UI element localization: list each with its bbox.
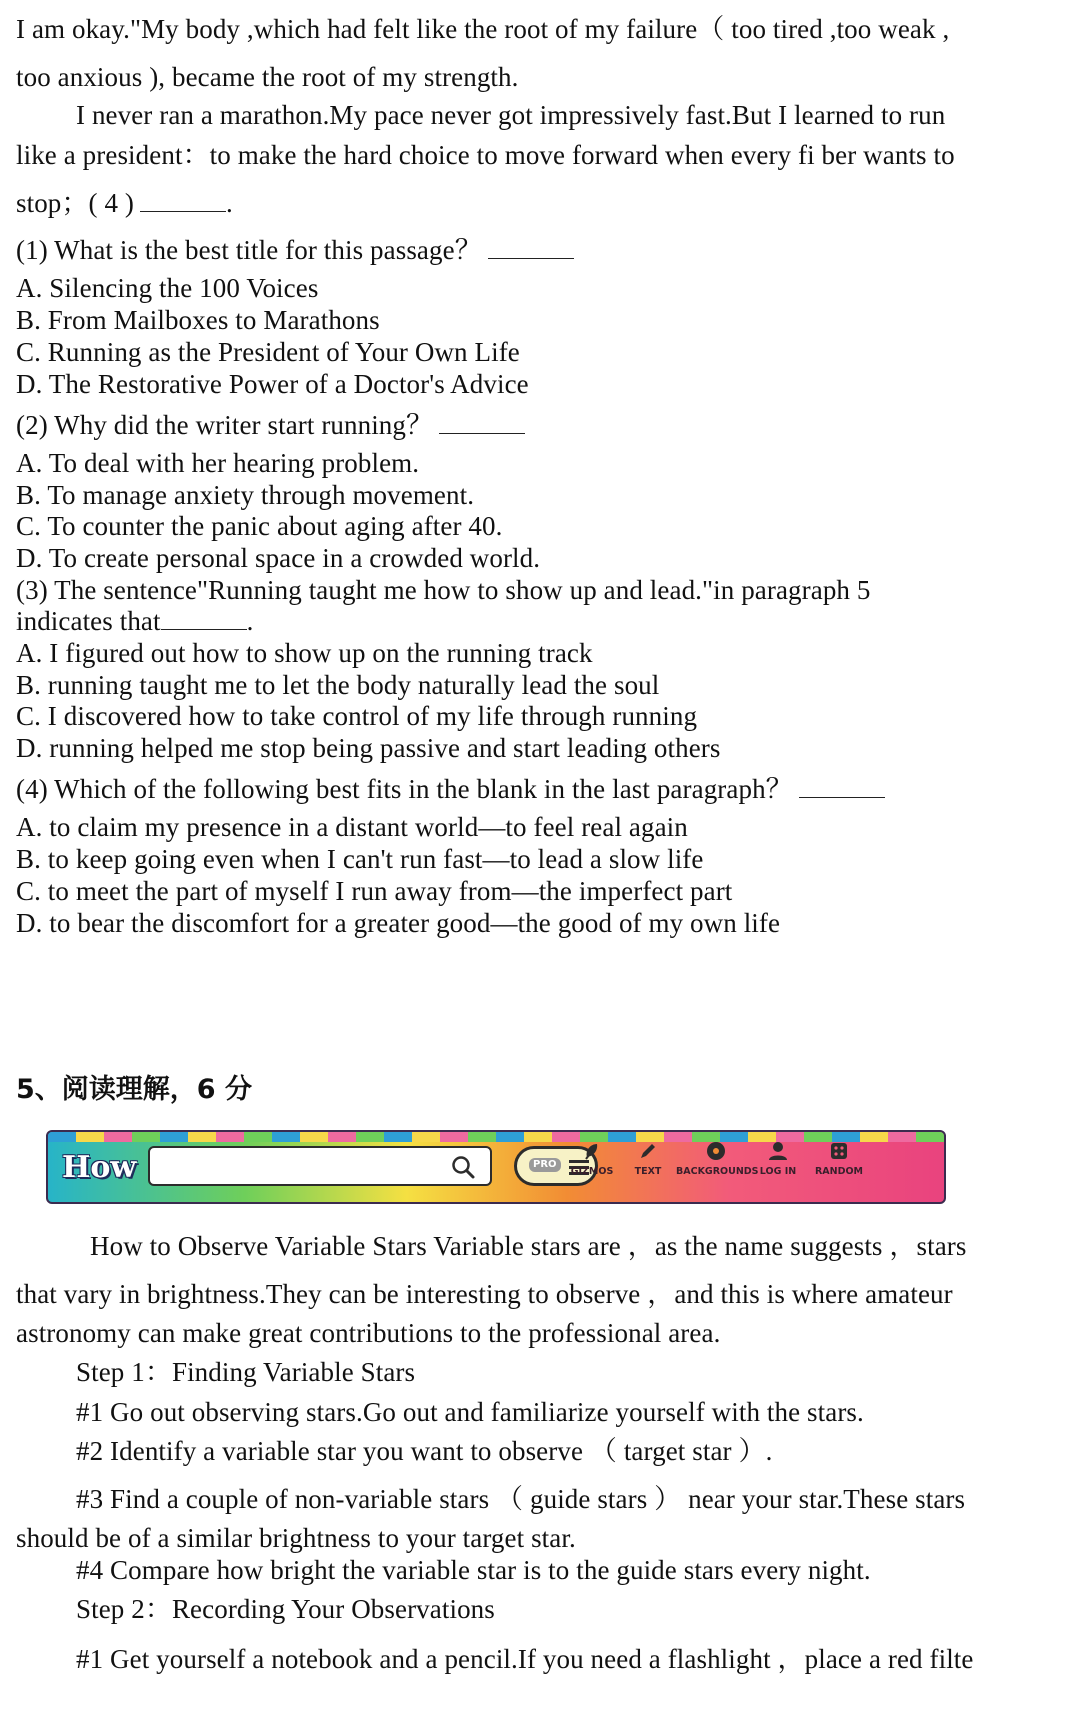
option: D. The Restorative Power of a Doctor's Advice — [16, 369, 529, 399]
passage-text: stop；( 4 ) — [16, 188, 134, 218]
answer-blank — [140, 189, 226, 212]
step-heading: Step 2：Recording Your Observations — [76, 1594, 495, 1624]
search-input[interactable] — [148, 1146, 492, 1186]
option: B. to keep going even when I can't run fast—to lead a slow life — [16, 844, 704, 874]
tool-login-button[interactable] — [758, 1140, 798, 1177]
option: B. To manage anxiety through movement. — [16, 480, 475, 510]
question-stem — [16, 604, 253, 638]
passage-line: I am okay."My body ,which had felt like the root of my failure（ too tired ,too weak , — [16, 14, 950, 44]
question-text: (4) Which of the following best fits in the blank in the last paragraph？ — [16, 774, 793, 804]
tool-label: LOG IN — [759, 1166, 797, 1177]
passage-line: How to Observe Variable Stars Variable stars are ，as the name suggests ，stars — [90, 1231, 967, 1261]
answer-blank — [488, 236, 574, 259]
passage-text: . — [226, 188, 233, 218]
section-title: 5、阅读理解，6 分 — [16, 1074, 252, 1105]
option: C. to meet the part of myself I run away from—the imperfect part — [16, 876, 733, 906]
passage-line — [16, 186, 233, 220]
question-text: . — [246, 606, 254, 636]
option: A. To deal with her hearing problem. — [16, 448, 420, 478]
option: D. running helped me stop being passive and start leading others — [16, 733, 721, 763]
tool-label: TEXT — [634, 1166, 662, 1177]
step-item: #4 Compare how bright the variable star is to the guide stars every night. — [76, 1555, 871, 1585]
question-text: (1) What is the best title for this passage？ — [16, 235, 482, 265]
website-toolbar-banner — [46, 1130, 946, 1204]
step-heading: Step 1：Finding Variable Stars — [76, 1357, 416, 1387]
option: B. From Mailboxes to Marathons — [16, 305, 380, 335]
step-item: #1 Get yourself a notebook and a pencil.If you need a flashlight ，place a red filte — [76, 1644, 974, 1674]
option: B. running taught me to let the body naturally lead the soul — [16, 670, 660, 700]
answer-blank — [799, 775, 885, 798]
backgrounds-icon — [705, 1140, 727, 1162]
step-item: #2 Identify a variable star you want to observe （ target star ）. — [76, 1436, 773, 1466]
dice-icon — [828, 1140, 850, 1162]
option: C. Running as the President of Your Own Life — [16, 337, 520, 367]
passage-line: too anxious ), became the root of my strength. — [16, 62, 519, 92]
question-stem — [16, 772, 885, 806]
passage-line: like a president：to make the hard choice to move forward when every fi ber wants to — [16, 140, 955, 170]
question-stem — [16, 408, 525, 442]
tool-label: BACKGROUNDS — [676, 1166, 759, 1177]
site-logo: How — [62, 1150, 137, 1185]
gizmos-icon — [581, 1140, 603, 1162]
option: C. To counter the panic about aging after 40. — [16, 511, 503, 541]
passage-line: astronomy can make great contributions to the professional area. — [16, 1318, 721, 1348]
passage-line: that vary in brightness.They can be interesting to observe ，and this is where amateur — [16, 1279, 953, 1309]
option: C. I discovered how to take control of my life through running — [16, 701, 698, 731]
step-item: #1 Go out observing stars.Go out and familiarize yourself with the stars. — [76, 1397, 864, 1427]
pencil-icon — [637, 1140, 659, 1162]
tool-label: GIZMOS — [570, 1166, 614, 1177]
user-icon — [767, 1140, 789, 1162]
tool-text-button[interactable] — [628, 1140, 668, 1177]
passage-line: I never ran a marathon.My pace never got impressively fast.But I learned to run — [76, 100, 946, 130]
step-item: #3 Find a couple of non-variable stars （ guide stars ） near your star.These stars — [76, 1484, 966, 1514]
step-item: should be of a similar brightness to your target star. — [16, 1523, 576, 1553]
option: D. to bear the discomfort for a greater good—the good of my own life — [16, 908, 781, 938]
option: A. I figured out how to show up on the running track — [16, 638, 593, 668]
pro-badge: PRO — [529, 1158, 561, 1172]
answer-blank — [161, 607, 247, 630]
option: A. Silencing the 100 Voices — [16, 273, 319, 303]
question-text: (2) Why did the writer start running？ — [16, 410, 434, 440]
tool-random-button[interactable] — [814, 1140, 864, 1177]
search-icon[interactable] — [450, 1154, 476, 1185]
tool-label: RANDOM — [814, 1166, 864, 1177]
option: D. To create personal space in a crowded world. — [16, 543, 541, 573]
question-text: indicates that — [16, 606, 161, 636]
question-stem — [16, 233, 574, 267]
option: A. to claim my presence in a distant world—to feel real again — [16, 812, 688, 842]
answer-blank — [439, 411, 525, 434]
tool-gizmos-button[interactable] — [564, 1140, 620, 1177]
question-stem: (3) The sentence"Running taught me how to show up and lead."in paragraph 5 — [16, 575, 871, 605]
tool-backgrounds-button[interactable] — [676, 1140, 759, 1177]
